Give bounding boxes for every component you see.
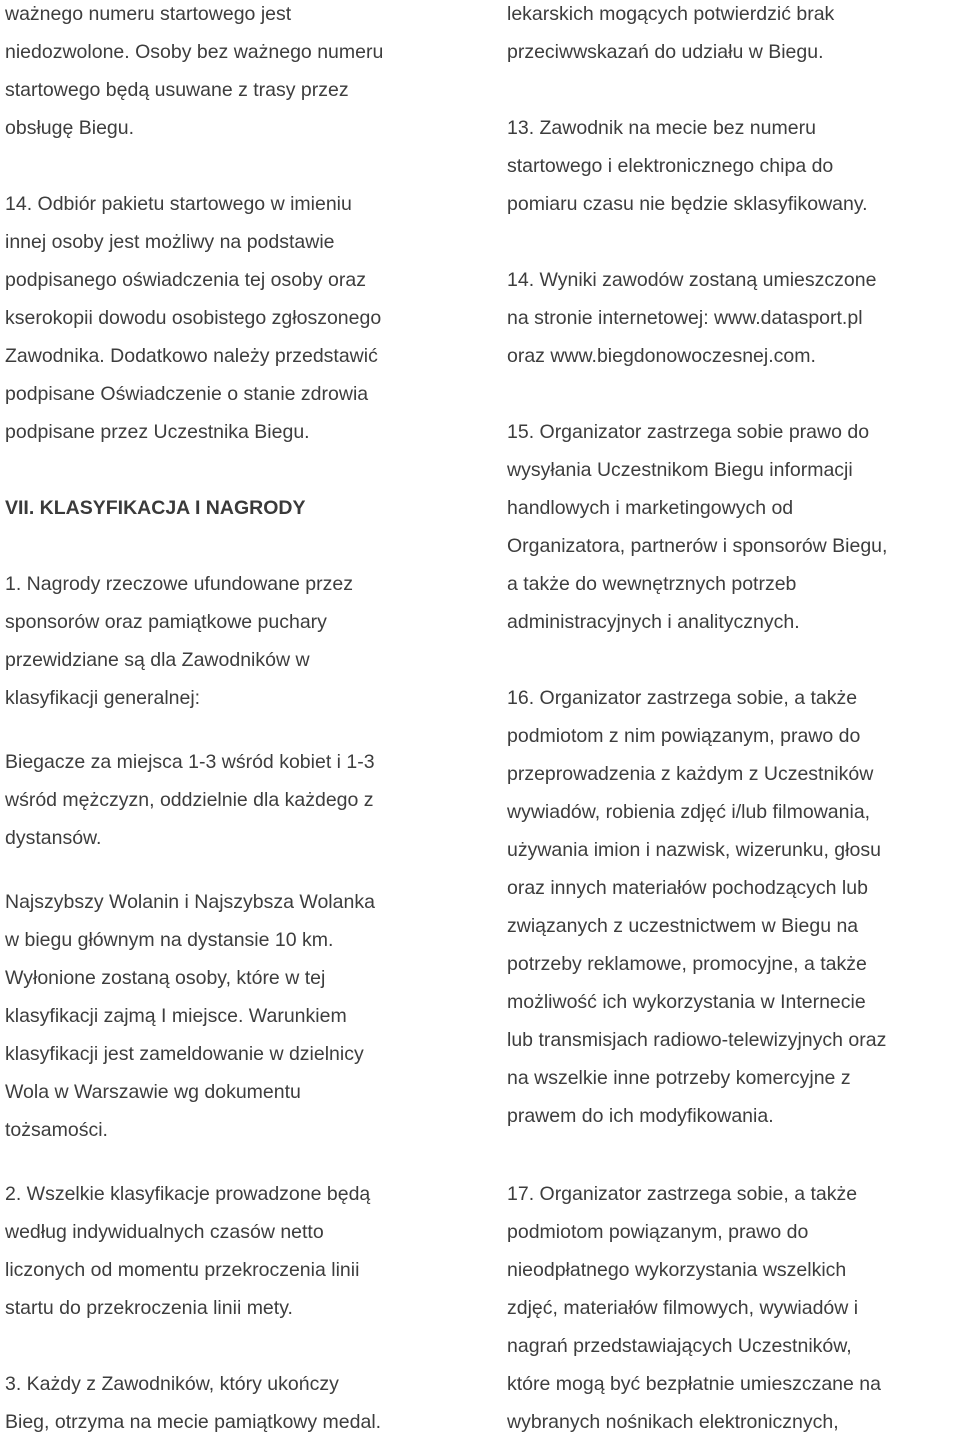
text-line: lekarskich mogących potwierdzić brak [507, 3, 835, 25]
paragraph-14-line: 14. Odbiór pakietu startowego w imieniu [5, 193, 352, 215]
text-line: kserokopii dowodu osobistego zgłoszonego [5, 307, 382, 329]
text-line: Organizatora, partnerów i sponsorów Biegu, [507, 535, 888, 557]
text-line: administracyjnych i analitycznych. [507, 611, 800, 633]
text-line: handlowych i marketingowych od [507, 497, 794, 519]
text-line: obsługę Biegu. [5, 117, 135, 139]
paragraph-17-line: 17. Organizator zastrzega sobie, a także [507, 1183, 858, 1205]
text-line: wywiadów, robienia zdjęć i/lub filmowania, [507, 801, 871, 823]
text-line: podmiotom powiązanym, prawo do [507, 1221, 809, 1243]
text-line: na stronie internetowej: www.datasport.pl [507, 307, 863, 329]
text-line: nagrań przedstawiających Uczestników, [507, 1335, 852, 1357]
text-line: przeciwwskazań do udziału w Biegu. [507, 41, 824, 63]
section-heading: VII. KLASYFIKACJA I NAGRODY [5, 497, 306, 519]
text-line: tożsamości. [5, 1119, 108, 1141]
paragraph-1-line: 1. Nagrody rzeczowe ufundowane przez [5, 573, 353, 595]
text-line: związanych z uczestnictwem w Biegu na [507, 915, 859, 937]
text-line: podpisane przez Uczestnika Biegu. [5, 421, 310, 443]
text-line: lub transmisjach radiowo-telewizyjnych oraz [507, 1029, 887, 1051]
text-line: sponsorów oraz pamiątkowe puchary [5, 611, 327, 633]
text-line: zdjęć, materiałów filmowych, wywiadów i [507, 1297, 859, 1319]
text-line: startowego będą usuwane z trasy przez [5, 79, 349, 101]
paragraph-16-line: 16. Organizator zastrzega sobie, a także [507, 687, 858, 709]
text-line: niedozwolone. Osoby bez ważnego numeru [5, 41, 384, 63]
text-line: pomiaru czasu nie będzie sklasyfikowany. [507, 193, 868, 215]
text-line: Wyłonione zostaną osoby, które w tej [5, 967, 326, 989]
text-line: możliwość ich wykorzystania w Internecie [507, 991, 866, 1013]
text-line: innej osoby jest możliwy na podstawie [5, 231, 335, 253]
paragraph-15-line: 15. Organizator zastrzega sobie prawo do [507, 421, 870, 443]
paragraph-2-line: 2. Wszelkie klasyfikacje prowadzone będą [5, 1183, 371, 1205]
text-line: które mogą być bezpłatnie umieszczane na [507, 1373, 881, 1395]
text-line: a także do wewnętrznych potrzeb [507, 573, 797, 595]
text-line: podpisane Oświadczenie o stanie zdrowia [5, 383, 369, 405]
text-line: klasyfikacji generalnej: [5, 687, 201, 709]
text-line: startowego i elektronicznego chipa do [507, 155, 834, 177]
text-line: oraz www.biegdonowoczesnej.com. [507, 345, 816, 367]
text-line: oraz innych materiałów pochodzących lub [507, 877, 868, 899]
text-line: liczonych od momentu przekroczenia linii [5, 1259, 360, 1281]
text-line: wśród mężczyzn, oddzielnie dla każdego z [5, 789, 374, 811]
text-line: w biegu głównym na dystansie 10 km. [5, 929, 334, 951]
text-line: ważnego numeru startowego jest [5, 3, 292, 25]
paragraph-3-line: 3. Każdy z Zawodników, który ukończy [5, 1373, 339, 1395]
text-line: startu do przekroczenia linii mety. [5, 1297, 293, 1319]
text-line: przeprowadzenia z każdym z Uczestników [507, 763, 874, 785]
text-line: używania imion i nazwisk, wizerunku, głosu [507, 839, 881, 861]
paragraph-13-line: 13. Zawodnik na mecie bez numeru [507, 117, 816, 139]
text-line: Bieg, otrzyma na mecie pamiątkowy medal. [5, 1411, 382, 1433]
paragraph-14-line: 14. Wyniki zawodów zostaną umieszczone [507, 269, 877, 291]
text-line: przewidziane są dla Zawodników w [5, 649, 310, 671]
text-line: wybranych nośnikach elektronicznych, [507, 1411, 839, 1433]
text-line: według indywidualnych czasów netto [5, 1221, 324, 1243]
text-line: dystansów. [5, 827, 102, 849]
text-line: na wszelkie inne potrzeby komercyjne z [507, 1067, 851, 1089]
text-line: prawem do ich modyfikowania. [507, 1105, 774, 1127]
text-line: podmiotom z nim powiązanym, prawo do [507, 725, 861, 747]
text-line: Wola w Warszawie wg dokumentu [5, 1081, 301, 1103]
text-line: Biegacze za miejsca 1-3 wśród kobiet i 1-3 [5, 751, 375, 773]
text-line: nieodpłatnego wykorzystania wszelkich [507, 1259, 847, 1281]
text-line: Najszybszy Wolanin i Najszybsza Wolanka [5, 891, 375, 913]
text-line: wysyłania Uczestnikom Biegu informacji [507, 459, 853, 481]
text-line: klasyfikacji zajmą I miejsce. Warunkiem [5, 1005, 347, 1027]
text-line: Zawodnika. Dodatkowo należy przedstawić [5, 345, 378, 367]
text-line: potrzeby reklamowe, promocyjne, a także [507, 953, 867, 975]
text-line: klasyfikacji jest zameldowanie w dzielnicy [5, 1043, 364, 1065]
text-line: podpisanego oświadczenia tej osoby oraz [5, 269, 366, 291]
